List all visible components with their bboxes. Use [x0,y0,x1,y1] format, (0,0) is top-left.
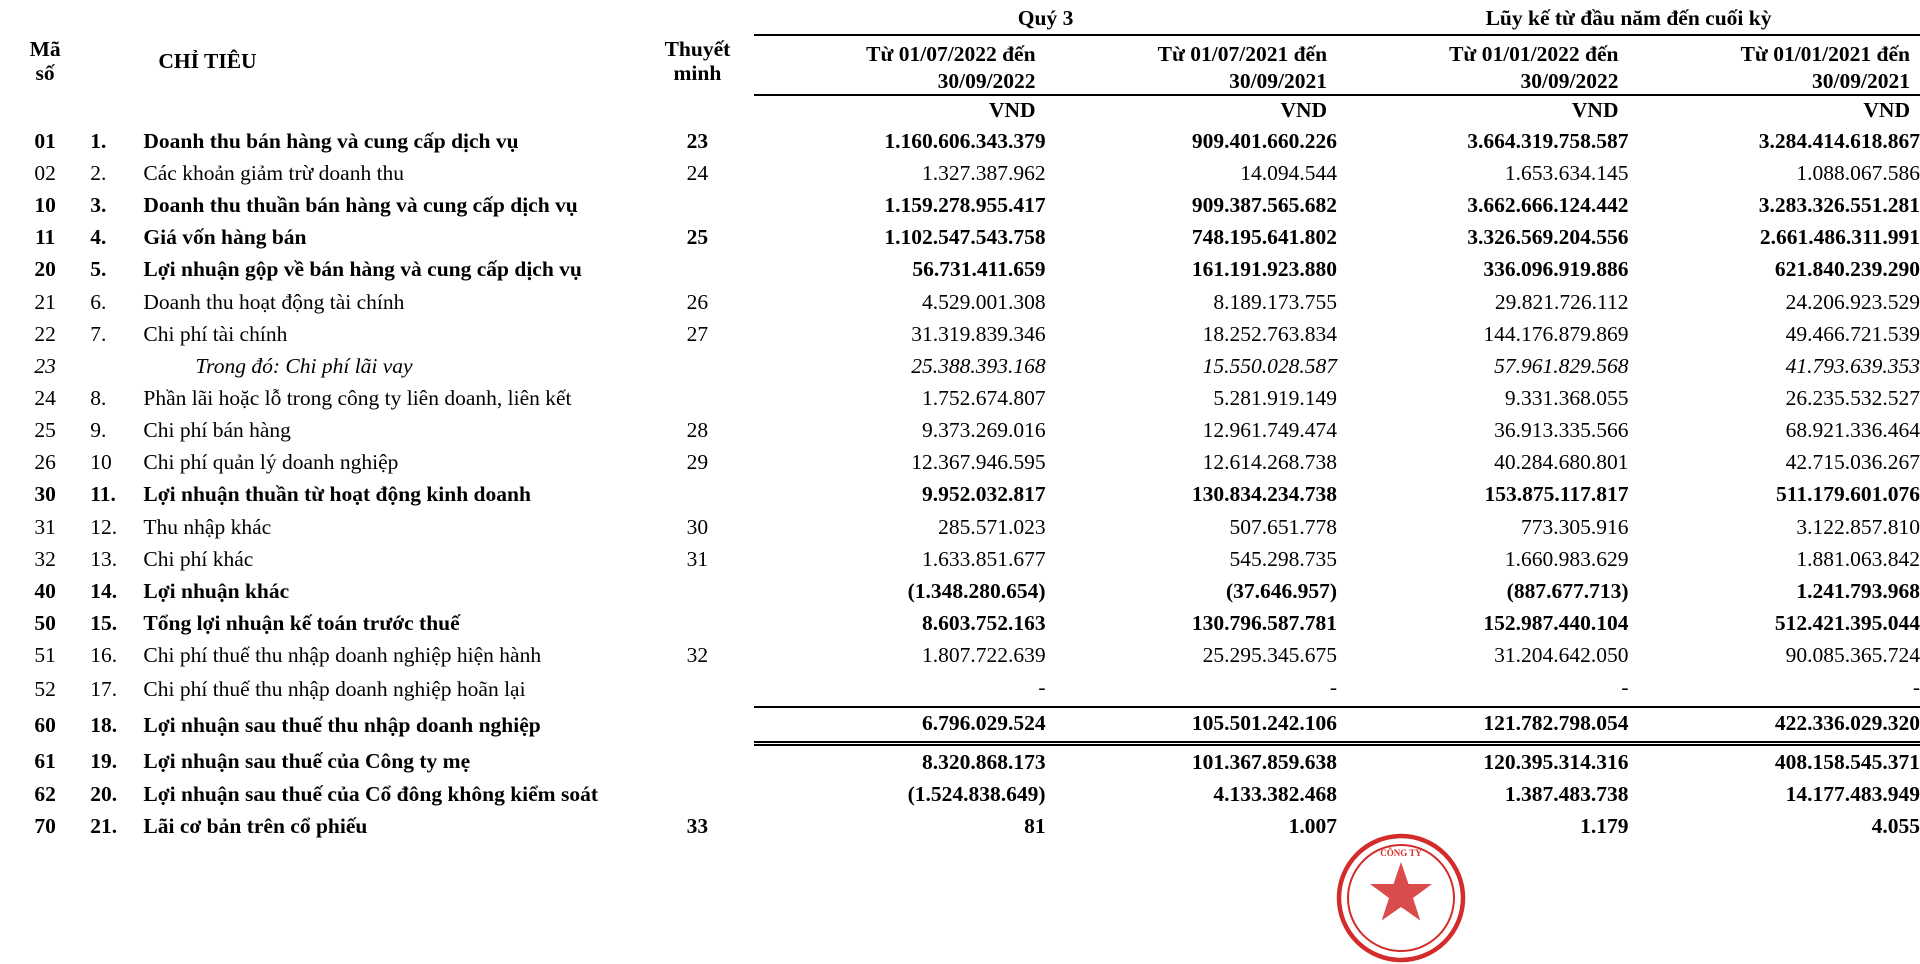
row-code: 40 [0,575,90,607]
row-item-number: 9. [90,415,143,447]
row-note-ref [641,575,754,607]
table-header [0,0,1920,125]
row-item-number: 15. [90,608,143,640]
row-value-col3: 29.821.726.112 [1337,286,1628,318]
row-value-col4: 621.840.239.290 [1629,254,1920,286]
header-currency-4: VND [1629,95,1920,125]
header-period-2 [1046,39,1337,96]
row-code: 02 [0,158,90,190]
row-value-col4: 68.921.336.464 [1629,415,1920,447]
row-value-col2: 130.796.587.781 [1046,608,1337,640]
row-value-col1: - [754,672,1045,707]
row-item-number: 2. [90,158,143,190]
row-code: 51 [0,640,90,672]
row-value-col3: 1.179 [1337,811,1628,843]
row-label: Trong đó: Chi phí lãi vay [143,350,640,382]
table-row [0,318,1920,350]
row-value-col3: 1.387.483.738 [1337,779,1628,811]
row-code: 31 [0,511,90,543]
table-row [0,158,1920,190]
row-value-col1: 31.319.839.346 [754,318,1045,350]
row-value-col2: 748.195.641.802 [1046,222,1337,254]
row-code: 52 [0,672,90,707]
row-note-ref [641,383,754,415]
row-item-number: 10 [90,447,143,479]
row-value-col3: 36.913.335.566 [1337,415,1628,447]
table-body [0,125,1920,842]
row-label: Thu nhập khác [143,511,640,543]
table-row [0,779,1920,811]
row-value-col1: 4.529.001.308 [754,286,1045,318]
header-period-4-line2: 30/09/2021 [1629,68,1911,95]
row-value-col3: 152.987.440.104 [1337,608,1628,640]
table-row [0,640,1920,672]
row-code: 23 [0,350,90,382]
row-item-number: 4. [90,222,143,254]
row-value-col1: 25.388.393.168 [754,350,1045,382]
row-value-col4: 1.881.063.842 [1629,543,1920,575]
row-value-col2: 4.133.382.468 [1046,779,1337,811]
row-code: 32 [0,543,90,575]
row-value-col1: 1.807.722.639 [754,640,1045,672]
row-value-col2: 18.252.763.834 [1046,318,1337,350]
header-num-cell [90,0,143,125]
row-item-number: 20. [90,779,143,811]
row-label: Lợi nhuận sau thuế của Cổ đông không kiểm soát [143,779,640,811]
table-row [0,190,1920,222]
table-row [0,744,1920,779]
row-value-col3: 40.284.680.801 [1337,447,1628,479]
header-label-cell [143,0,640,125]
header-period-3-line2: 30/09/2022 [1337,68,1618,95]
row-value-col1: 56.731.411.659 [754,254,1045,286]
header-code-cell [0,0,90,125]
row-item-number: 19. [90,744,143,779]
row-note-ref: 31 [641,543,754,575]
header-period-1 [754,39,1045,96]
row-label: Giá vốn hàng bán [143,222,640,254]
header-code-line1: Mã [1,37,89,61]
row-code: 62 [0,779,90,811]
row-item-number: 1. [90,125,143,157]
row-value-col1: (1.524.838.649) [754,779,1045,811]
row-label: Lợi nhuận khác [143,575,640,607]
row-item-number: 6. [90,286,143,318]
row-label: Lợi nhuận gộp về bán hàng và cung cấp dịch vụ [143,254,640,286]
row-value-col1: 81 [754,811,1045,843]
row-value-col4: 14.177.483.949 [1629,779,1920,811]
row-value-col2: 15.550.028.587 [1046,350,1337,382]
row-value-col1: 8.320.868.173 [754,744,1045,779]
table-row [0,447,1920,479]
row-code: 11 [0,222,90,254]
header-group-row [0,0,1920,39]
table-row [0,125,1920,157]
header-currency-3: VND [1337,95,1628,125]
row-value-col3: 121.782.798.054 [1337,707,1628,744]
row-label: Lãi cơ bản trên cổ phiếu [143,811,640,843]
header-period-2-line2: 30/09/2021 [1046,68,1327,95]
row-value-col4: 41.793.639.353 [1629,350,1920,382]
row-value-col2: 909.401.660.226 [1046,125,1337,157]
header-group-cumulative [1337,0,1920,39]
row-note-ref: 33 [641,811,754,843]
row-label: Chi phí tài chính [143,318,640,350]
row-note-ref [641,779,754,811]
header-note-line1: Thuyết [642,37,753,61]
table-row [0,254,1920,286]
row-item-number: 3. [90,190,143,222]
row-value-col1: 1.752.674.807 [754,383,1045,415]
row-label: Doanh thu hoạt động tài chính [143,286,640,318]
row-value-col1: 285.571.023 [754,511,1045,543]
row-value-col2: 545.298.735 [1046,543,1337,575]
table-row [0,707,1920,744]
row-value-col4: 1.241.793.968 [1629,575,1920,607]
row-value-col1: 9.373.269.016 [754,415,1045,447]
row-item-number: 14. [90,575,143,607]
row-value-col2: 507.651.778 [1046,511,1337,543]
row-label: Lợi nhuận sau thuế thu nhập doanh nghiệp [143,707,640,744]
row-code: 70 [0,811,90,843]
row-note-ref [641,744,754,779]
row-value-col2: 105.501.242.106 [1046,707,1337,744]
row-code: 25 [0,415,90,447]
row-note-ref [641,350,754,382]
header-period-2-line1: Từ 01/07/2021 đến [1046,41,1327,68]
row-value-col1: 1.102.547.543.758 [754,222,1045,254]
row-item-number: 12. [90,511,143,543]
row-value-col3: 3.662.666.124.442 [1337,190,1628,222]
header-currency-2: VND [1046,95,1337,125]
row-note-ref: 24 [641,158,754,190]
row-item-number: 5. [90,254,143,286]
header-note-cell [641,0,754,125]
header-period-4 [1629,39,1920,96]
row-value-col1: 1.160.606.343.379 [754,125,1045,157]
row-code: 30 [0,479,90,511]
row-note-ref [641,707,754,744]
row-code: 10 [0,190,90,222]
company-seal-stamp-icon [1335,832,1467,964]
row-value-col2: 130.834.234.738 [1046,479,1337,511]
row-value-col2: 5.281.919.149 [1046,383,1337,415]
row-label: Lợi nhuận thuần từ hoạt động kinh doanh [143,479,640,511]
row-value-col2: (37.646.957) [1046,575,1337,607]
header-currency-1: VND [754,95,1045,125]
row-label: Chi phí khác [143,543,640,575]
row-value-col3: 773.305.916 [1337,511,1628,543]
row-value-col1: 12.367.946.595 [754,447,1045,479]
header-period-1-line2: 30/09/2022 [754,68,1035,95]
row-value-col4: 2.661.486.311.991 [1629,222,1920,254]
table-row [0,415,1920,447]
row-value-col4: 3.283.326.551.281 [1629,190,1920,222]
row-note-ref [641,608,754,640]
row-note-ref [641,479,754,511]
row-label: Doanh thu thuần bán hàng và cung cấp dịch vụ [143,190,640,222]
row-value-col1: 6.796.029.524 [754,707,1045,744]
row-item-number: 7. [90,318,143,350]
row-value-col2: 101.367.859.638 [1046,744,1337,779]
row-value-col3: 9.331.368.055 [1337,383,1628,415]
row-label: Doanh thu bán hàng và cung cấp dịch vụ [143,125,640,157]
row-value-col4: 26.235.532.527 [1629,383,1920,415]
row-value-col1: 8.603.752.163 [754,608,1045,640]
row-value-col3: 144.176.879.869 [1337,318,1628,350]
row-value-col4: 4.055 [1629,811,1920,843]
row-value-col2: 8.189.173.755 [1046,286,1337,318]
row-label: Chi phí quản lý doanh nghiệp [143,447,640,479]
row-value-col2: 14.094.544 [1046,158,1337,190]
table-row [0,575,1920,607]
table-row [0,222,1920,254]
row-code: 26 [0,447,90,479]
header-code-line2: số [1,61,89,85]
row-value-col3: 336.096.919.886 [1337,254,1628,286]
table-row [0,811,1920,843]
row-label: Các khoản giảm trừ doanh thu [143,158,640,190]
row-code: 01 [0,125,90,157]
header-group-quarter [754,0,1337,39]
table-row [0,543,1920,575]
row-value-col3: 120.395.314.316 [1337,744,1628,779]
header-period-3 [1337,39,1628,96]
table-row [0,672,1920,707]
row-value-col4: 511.179.601.076 [1629,479,1920,511]
table-row [0,479,1920,511]
row-value-col4: 24.206.923.529 [1629,286,1920,318]
header-period-4-line1: Từ 01/01/2021 đến [1629,41,1911,68]
row-value-col1: (1.348.280.654) [754,575,1045,607]
row-value-col3: 57.961.829.568 [1337,350,1628,382]
row-code: 50 [0,608,90,640]
row-note-ref: 27 [641,318,754,350]
header-group-cumulative-label: Lũy kế từ đầu năm đến cuối kỳ [1337,6,1920,36]
table-row [0,286,1920,318]
header-period-1-line1: Từ 01/07/2022 đến [754,41,1035,68]
row-code: 21 [0,286,90,318]
row-value-col3: 1.660.983.629 [1337,543,1628,575]
row-value-col4: 1.088.067.586 [1629,158,1920,190]
row-value-col2: 1.007 [1046,811,1337,843]
row-value-col4: 422.336.029.320 [1629,707,1920,744]
row-value-col2: 161.191.923.880 [1046,254,1337,286]
table-row [0,350,1920,382]
row-note-ref [641,672,754,707]
row-item-number: 21. [90,811,143,843]
table-row [0,608,1920,640]
row-note-ref: 23 [641,125,754,157]
row-value-col4: 3.284.414.618.867 [1629,125,1920,157]
row-label: Phần lãi hoặc lỗ trong công ty liên doanh, liên kết [143,383,640,415]
row-value-col1: 1.633.851.677 [754,543,1045,575]
row-label: Tổng lợi nhuận kế toán trước thuế [143,608,640,640]
row-label: Chi phí thuế thu nhập doanh nghiệp hiện hành [143,640,640,672]
row-note-ref [641,254,754,286]
row-value-col1: 1.327.387.962 [754,158,1045,190]
header-period-3-line1: Từ 01/01/2022 đến [1337,41,1618,68]
row-item-number [90,350,143,382]
row-code: 20 [0,254,90,286]
row-value-col4: 512.421.395.044 [1629,608,1920,640]
row-value-col2: 909.387.565.682 [1046,190,1337,222]
row-value-col3: 31.204.642.050 [1337,640,1628,672]
row-note-ref: 30 [641,511,754,543]
row-value-col4: 90.085.365.724 [1629,640,1920,672]
svg-text:CÔNG TY: CÔNG TY [1380,848,1422,858]
row-item-number: 18. [90,707,143,744]
header-note-line2: minh [642,61,753,85]
row-value-col3: 1.653.634.145 [1337,158,1628,190]
row-label: Chi phí bán hàng [143,415,640,447]
row-item-number: 13. [90,543,143,575]
row-value-col2: 12.961.749.474 [1046,415,1337,447]
row-value-col4: - [1629,672,1920,707]
row-item-number: 11. [90,479,143,511]
table-row [0,511,1920,543]
row-value-col4: 49.466.721.539 [1629,318,1920,350]
row-item-number: 8. [90,383,143,415]
row-value-col3: 3.326.569.204.556 [1337,222,1628,254]
row-value-col1: 9.952.032.817 [754,479,1045,511]
row-value-col2: - [1046,672,1337,707]
header-group-quarter-label: Quý 3 [754,6,1337,36]
row-note-ref: 29 [641,447,754,479]
header-label-text: CHỈ TIÊU [158,49,256,73]
row-value-col2: 25.295.345.675 [1046,640,1337,672]
row-value-col3: (887.677.713) [1337,575,1628,607]
row-value-col3: 3.664.319.758.587 [1337,125,1628,157]
row-code: 24 [0,383,90,415]
row-value-col2: 12.614.268.738 [1046,447,1337,479]
row-label: Lợi nhuận sau thuế của Công ty mẹ [143,744,640,779]
row-note-ref: 28 [641,415,754,447]
row-item-number: 17. [90,672,143,707]
row-note-ref: 25 [641,222,754,254]
row-code: 22 [0,318,90,350]
row-note-ref [641,190,754,222]
row-item-number: 16. [90,640,143,672]
row-code: 60 [0,707,90,744]
row-note-ref: 32 [641,640,754,672]
table-row [0,383,1920,415]
row-value-col1: 1.159.278.955.417 [754,190,1045,222]
row-note-ref: 26 [641,286,754,318]
row-value-col4: 42.715.036.267 [1629,447,1920,479]
row-value-col4: 3.122.857.810 [1629,511,1920,543]
row-label: Chi phí thuế thu nhập doanh nghiệp hoãn lại [143,672,640,707]
row-value-col4: 408.158.545.371 [1629,744,1920,779]
row-code: 61 [0,744,90,779]
row-value-col3: 153.875.117.817 [1337,479,1628,511]
row-value-col3: - [1337,672,1628,707]
